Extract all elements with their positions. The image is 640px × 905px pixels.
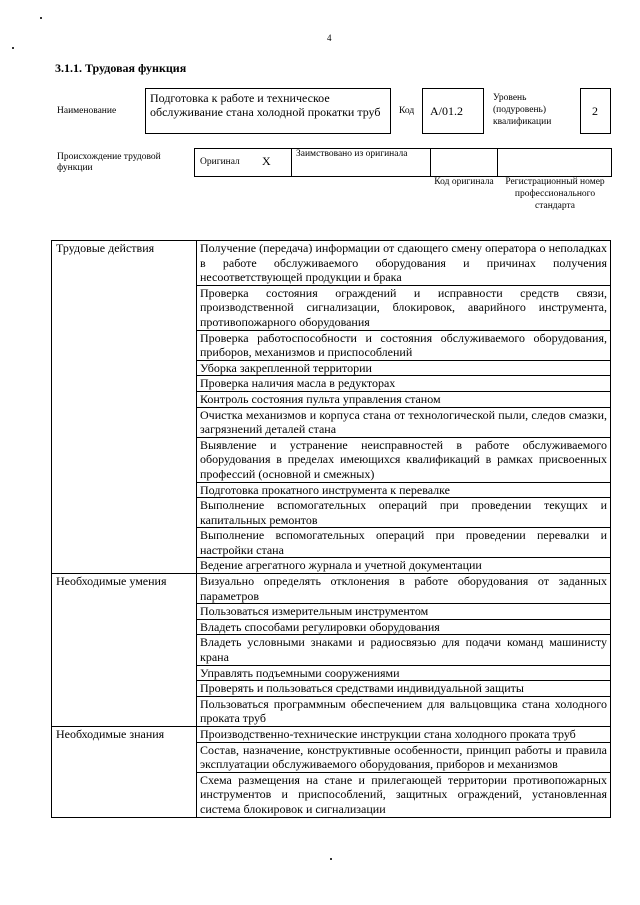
level-value-box — [580, 88, 611, 134]
origin-divider — [291, 148, 292, 177]
name-value: Подготовка к работе и техническое обслуживание стана холодной прокатки труб — [145, 88, 391, 134]
table-cell: Владеть способами регулировки оборудования — [197, 619, 611, 635]
table-cell: Выполнение вспомогательных операций при проведении текущих и капитальных ремонтов — [197, 498, 611, 528]
table-cell: Выявление и устранение неисправностей в работе обслуживаемого оборудования в пределах имеющихся квалификаций в рамках присвоенных профессий (основной и смежных) — [197, 437, 611, 482]
table-cell: Проверка работоспособности и состояния обслуживаемого оборудования, приборов, механизмов и приспособлений — [197, 330, 611, 360]
table-cell: Проверять и пользоваться средствами индивидуальной защиты — [197, 681, 611, 697]
table-cell: Получение (передача) информации от сдающего смену оператора о неполадках в работе обслуживаемого оборудования и причинах получения несоответствующей продукции и брака — [197, 241, 611, 286]
original-mark: Х — [262, 154, 271, 168]
borrowed-label: Заимствовано из оригинала — [296, 149, 408, 159]
table-cell: Управлять подъемными сооружениями — [197, 665, 611, 681]
original-label: Оригинал — [200, 157, 240, 167]
table-cell: Визуально определять отклонения в работе оборудования от заданных параметров — [197, 574, 611, 604]
table-row — [52, 241, 611, 286]
table-cell: Проверка наличия масла в редукторах — [197, 376, 611, 392]
origin-label: Происхождение трудовой функции — [57, 152, 161, 173]
table-cell: Пользоваться программным обеспечением для вальцовщика стана холодного проката труб — [197, 696, 611, 726]
level-value: 2 — [592, 104, 598, 118]
table-cell: Выполнение вспомогательных операций при проведении перевалки и настройки стана — [197, 528, 611, 558]
table-cell: Подготовка прокатного инструмента к перевалке — [197, 482, 611, 498]
table-cell: Проверка состояния ограждений и исправности средств связи, производственной сигнализации, блокировок, аварийного инструмента, противопожарного оборудования — [197, 285, 611, 330]
origin-divider — [497, 148, 498, 177]
table-cell: Контроль состояния пульта управления станом — [197, 391, 611, 407]
code-value: А/01.2 — [430, 104, 463, 118]
code-value-box — [422, 88, 484, 134]
table-cell: Ведение агрегатного журнала и учетной документации — [197, 558, 611, 574]
table-cell: Пользоваться измерительным инструментом — [197, 604, 611, 620]
table-cell: Состав, назначение, конструктивные особенности, принцип работы и правила эксплуатации обслуживаемого оборудования, приборов и механизмов — [197, 742, 611, 772]
name-label: Наименование — [57, 106, 117, 116]
section-title: 3.1.1. Трудовая функция — [55, 61, 187, 75]
category-required-knowledge: Необходимые знания — [52, 727, 197, 818]
table-cell: Производственно-технические инструкции стана холодного проката труб — [197, 727, 611, 743]
level-label: Уровень (подуровень) квалификации — [493, 93, 552, 127]
table-cell: Схема размещения на стане и прилегающей территории противопожарных инструментов и приспособлений, защитных ограждений, установленная система блокировок и сигнализации — [197, 772, 611, 817]
scan-speck — [40, 17, 42, 19]
origin-divider — [430, 148, 431, 177]
table-cell: Владеть условными знаками и радиосвязью для подачи команд машинисту крана — [197, 635, 611, 665]
table-row — [52, 727, 611, 743]
reg-number-label: Регистрационный номер профессионального стандарта — [505, 177, 605, 211]
table-row — [52, 574, 611, 604]
category-required-skills: Необходимые умения — [52, 574, 197, 727]
table-cell: Очистка механизмов и корпуса стана от технологической пыли, следов смазки, загрязнений деталей стана — [197, 407, 611, 437]
page-number: 4 — [327, 33, 332, 43]
code-original-label: Код оригинала — [434, 177, 494, 187]
table-cell: Уборка закрепленной территории — [197, 360, 611, 376]
scan-speck — [12, 47, 14, 49]
code-label: Код — [399, 106, 415, 116]
scan-speck — [330, 858, 332, 860]
category-labor-actions: Трудовые действия — [52, 241, 197, 574]
labor-function-table — [51, 240, 611, 818]
